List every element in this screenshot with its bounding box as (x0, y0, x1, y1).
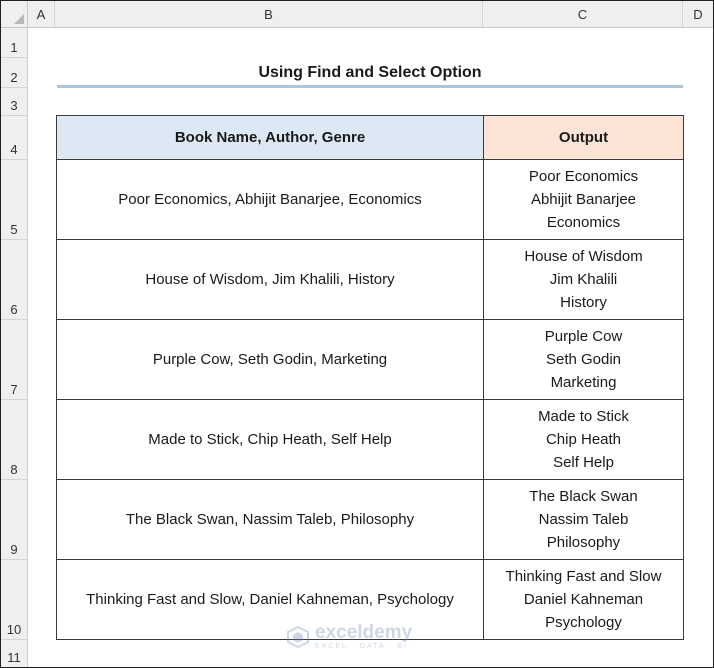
output-cell[interactable] (484, 240, 684, 320)
input-cell[interactable]: Thinking Fast and Slow, Daniel Kahneman, Psychology (57, 560, 484, 640)
title-underline (57, 85, 683, 88)
column-header-a[interactable]: A (28, 1, 55, 28)
output-line-genre: History (560, 294, 607, 311)
table-row (57, 240, 684, 320)
column-header-c[interactable]: C (483, 1, 683, 28)
table-row (57, 320, 684, 400)
output-line-author: Abhijit Banarjee (530, 191, 637, 208)
row-header-7[interactable]: 7 (1, 320, 28, 400)
header-output[interactable]: Output (484, 116, 684, 160)
output-line-author: Seth Godin (545, 351, 622, 368)
output-line-author: Nassim Taleb (538, 511, 629, 528)
input-cell[interactable]: The Black Swan, Nassim Taleb, Philosophy (57, 480, 484, 560)
exceldemy-watermark (287, 623, 412, 650)
row-header-10[interactable]: 10 (1, 560, 28, 640)
input-cell[interactable]: Purple Cow, Seth Godin, Marketing (57, 320, 484, 400)
row-header-2[interactable]: 2 (1, 58, 28, 88)
row-header-4[interactable]: 4 (1, 116, 28, 160)
output-line-title: The Black Swan (529, 488, 638, 505)
row-header-11[interactable]: 11 (1, 640, 28, 667)
output-line-title: Purple Cow (544, 328, 623, 345)
output-cell[interactable] (484, 160, 684, 240)
row-header-9[interactable]: 9 (1, 480, 28, 560)
data-table (56, 115, 684, 643)
output-line-genre: Economics (546, 214, 621, 231)
output-line-title: Thinking Fast and Slow (505, 568, 662, 585)
input-cell[interactable]: House of Wisdom, Jim Khalili, History (57, 240, 484, 320)
table-header-row (57, 116, 684, 160)
output-line-genre: Philosophy (546, 534, 621, 551)
table-row (57, 480, 684, 560)
output-line-title: Made to Stick (538, 408, 629, 425)
output-cell[interactable] (484, 560, 684, 640)
watermark-tagline: EXCEL · DATA · BI (315, 643, 408, 650)
row-header-3[interactable]: 3 (1, 88, 28, 116)
output-line-title: Poor Economics (528, 168, 639, 185)
table-row (57, 160, 684, 240)
row-header-6[interactable]: 6 (1, 240, 28, 320)
row-header-8[interactable]: 8 (1, 400, 28, 480)
output-line-author: Daniel Kahneman (523, 591, 644, 608)
output-cell[interactable] (484, 480, 684, 560)
output-line-author: Jim Khalili (549, 271, 618, 288)
header-book-name-author-genre[interactable]: Book Name, Author, Genre (57, 116, 484, 160)
sheet-title[interactable]: Using Find and Select Option (258, 64, 482, 81)
input-cell[interactable]: Poor Economics, Abhijit Banarjee, Economics (57, 160, 484, 240)
column-header-b[interactable]: B (55, 1, 483, 28)
column-header-d[interactable]: D (683, 1, 713, 28)
select-all-button[interactable] (1, 1, 28, 28)
output-cell[interactable] (484, 400, 684, 480)
row-header-1[interactable]: 1 (1, 28, 28, 58)
row-header-5[interactable]: 5 (1, 160, 28, 240)
output-line-genre: Self Help (553, 454, 614, 471)
output-line-author: Chip Heath (545, 431, 622, 448)
output-line-genre: Marketing (550, 374, 617, 391)
watermark-name: exceldemy (315, 622, 413, 643)
output-line-title: House of Wisdom (524, 248, 643, 265)
output-cell[interactable] (484, 320, 684, 400)
exceldemy-logo-icon (287, 626, 309, 648)
table-row (57, 400, 684, 480)
input-cell[interactable]: Made to Stick, Chip Heath, Self Help (57, 400, 484, 480)
output-line-genre: Psychology (545, 614, 622, 631)
